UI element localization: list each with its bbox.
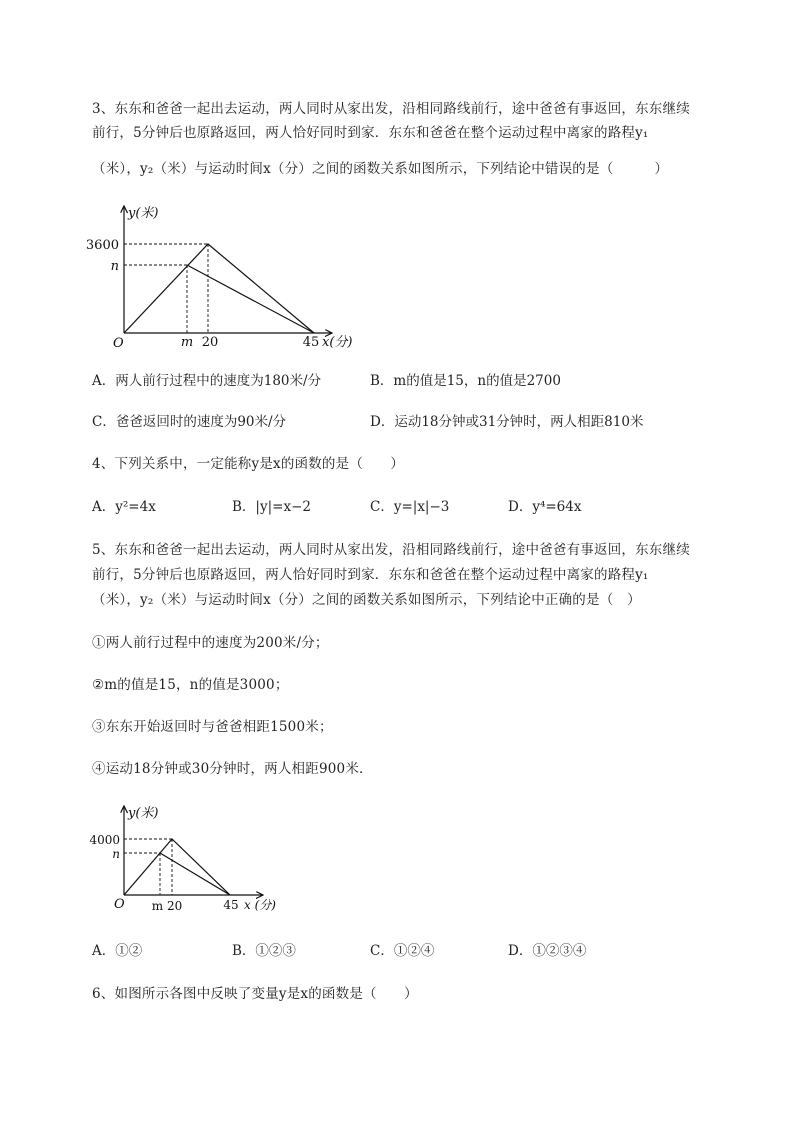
q5-option-a[interactable]: A．①② xyxy=(92,943,143,959)
q3-line-father xyxy=(187,265,314,333)
q3-function-graph xyxy=(85,200,370,355)
q5-x-tick-45: 45 xyxy=(223,898,239,912)
q5-line-dongdong xyxy=(124,839,230,895)
q5-statement-3: ③东东开始返回时与爸爸相距1500米； xyxy=(92,719,333,735)
q3-option-b[interactable]: B．m的值是15，n的值是2700 xyxy=(370,373,561,389)
q3-line-3: （米），y₂（米）与运动时间x（分）之间的函数关系如图所示，下列结论中错误的是（ ） xyxy=(92,161,669,177)
q3-x-tick-20: 20 xyxy=(201,335,219,350)
q3-option-c[interactable]: C．爸爸返回时的速度为90米/分 xyxy=(92,414,287,430)
q3-x-axis-label: x(分) xyxy=(322,335,353,350)
q4-option-a[interactable]: A．y²=4x xyxy=(92,499,156,515)
q5-option-b[interactable]: B．①②③ xyxy=(232,943,296,959)
q3-option-d[interactable]: D．运动18分钟或31分钟时，两人相距810米 xyxy=(370,414,644,430)
q5-y-tick-4000: 4000 xyxy=(89,833,120,847)
q5-line-father xyxy=(160,853,230,895)
q3-line-1: 3、东东和爸爸一起出去运动，两人同时从家出发，沿相同路线前行，途中爸爸有事返回，东东继续 xyxy=(92,101,690,117)
q5-x-axis-label: x (分) xyxy=(244,898,276,912)
q4-option-b[interactable]: B．|y|=x−2 xyxy=(232,499,311,515)
q4-option-c[interactable]: C．y=|x|−3 xyxy=(370,499,450,515)
q5-option-c[interactable]: C．①②④ xyxy=(370,943,435,959)
q5-y-axis-label: y(米) xyxy=(128,806,159,821)
q3-option-a[interactable]: A．两人前行过程中的速度为180米/分 xyxy=(92,373,322,389)
q3-x-tick-m: m xyxy=(180,335,194,350)
q3-x-tick-45: 45 xyxy=(302,335,320,350)
q5-x-tick-m20: m 20 xyxy=(151,899,183,913)
q3-y-tick-3600: 3600 xyxy=(85,238,119,253)
q5-statement-2: ②m的值是15，n的值是3000； xyxy=(92,677,289,693)
q5-line-2: 前行，5分钟后也原路返回，两人恰好同时到家．东东和爸爸在整个运动过程中离家的路程y₁ xyxy=(92,567,649,583)
q3-origin-label: O xyxy=(113,336,124,351)
q6-stem: 6、如图所示各图中反映了变量y是x的函数是（ ） xyxy=(92,986,418,1002)
q5-option-d[interactable]: D．①②③④ xyxy=(508,943,587,959)
q5-statement-1: ①两人前行过程中的速度为200米/分； xyxy=(92,635,329,651)
q5-y-tick-n: n xyxy=(112,847,120,861)
q4-option-d[interactable]: D．y⁴=64x xyxy=(508,499,582,515)
q5-function-graph xyxy=(88,800,288,918)
q3-line-dongdong xyxy=(124,244,314,333)
q4-stem: 4、下列关系中，一定能称y是x的函数的是（ ） xyxy=(92,456,405,472)
q3-y-tick-n: n xyxy=(110,259,119,274)
q5-statement-4: ④运动18分钟或30分钟时，两人相距900米． xyxy=(92,761,373,777)
q5-line-1: 5、东东和爸爸一起出去运动，两人同时从家出发，沿相同路线前行，途中爸爸有事返回，东东继续 xyxy=(92,542,690,558)
q3-line-2: 前行，5分钟后也原路返回，两人恰好同时到家．东东和爸爸在整个运动过程中离家的路程y₁ xyxy=(92,125,649,141)
q5-line-3: （米），y₂（米）与运动时间x（分）之间的函数关系如图所示，下列结论中正确的是（ ） xyxy=(92,592,641,608)
q5-origin-label: O xyxy=(114,897,125,912)
q3-y-axis-label: y(米) xyxy=(128,206,159,221)
